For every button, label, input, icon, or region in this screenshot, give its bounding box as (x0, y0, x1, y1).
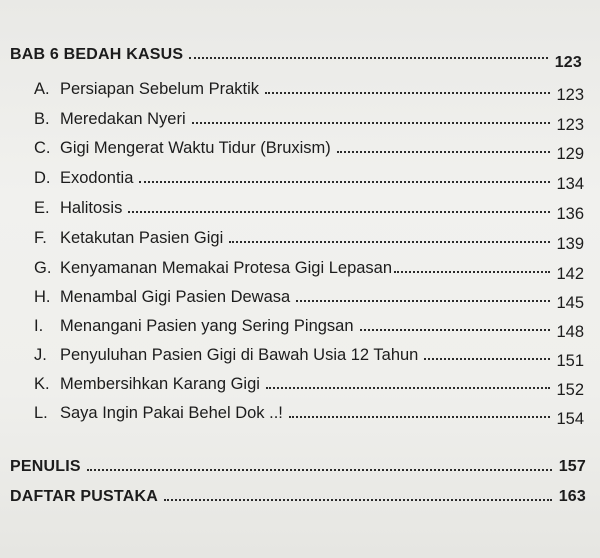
dot-leader (139, 181, 550, 183)
item-letter: B. (34, 110, 50, 128)
item-title: Penyuluhan Pasien Gigi di Bawah Usia 12 Tahun (60, 346, 419, 364)
item-page-number: 154 (556, 410, 584, 428)
item-page-number: 123 (556, 86, 584, 104)
chapter-title: BAB 6 BEDAH KASUS (10, 46, 184, 63)
toc-item-k (34, 372, 584, 399)
dot-leader (265, 92, 550, 94)
dot-leader (266, 387, 550, 389)
item-title: Persiapan Sebelum Praktik (60, 80, 260, 98)
item-title: Kenyamanan Memakai Protesa Gigi Lepasan (60, 259, 393, 277)
dot-leader (394, 271, 550, 273)
toc-daftar-pustaka-row (10, 484, 586, 506)
item-page-number: 134 (556, 175, 584, 193)
item-page-number: 148 (556, 323, 584, 341)
dot-leader (337, 151, 550, 153)
item-page-number: 139 (556, 235, 584, 253)
toc-item-f (34, 226, 584, 253)
toc-item-l (34, 401, 584, 428)
toc-item-d (34, 166, 584, 193)
item-page-number: 136 (556, 205, 584, 223)
toc-item-i (34, 314, 584, 341)
chapter-page-number: 123 (554, 54, 582, 71)
item-letter: A. (34, 80, 50, 98)
item-title: Menangani Pasien yang Sering Pingsan (60, 317, 354, 335)
item-title: Meredakan Nyeri (60, 110, 186, 128)
dot-leader (164, 499, 552, 501)
item-page-number: 142 (556, 265, 584, 283)
item-letter: C. (34, 139, 51, 157)
item-letter: K. (34, 375, 50, 393)
toc-item-g (34, 256, 584, 283)
item-letter: E. (34, 199, 50, 217)
item-title: Membersihkan Karang Gigi (60, 375, 260, 393)
dot-leader (296, 300, 550, 302)
item-letter: D. (34, 169, 51, 187)
dot-leader (360, 329, 550, 331)
back-matter-title: PENULIS (10, 458, 81, 475)
dot-leader (229, 241, 550, 243)
toc-item-j (34, 343, 584, 370)
toc-item-b (34, 107, 584, 134)
dot-leader (128, 211, 550, 213)
item-page-number: 129 (556, 145, 584, 163)
dot-leader (424, 358, 550, 360)
toc-item-a (34, 77, 584, 104)
item-letter: G. (34, 259, 52, 277)
dot-leader (189, 57, 548, 59)
item-title: Menambal Gigi Pasien Dewasa (60, 288, 291, 306)
item-page-number: 123 (556, 116, 584, 134)
item-title: Exodontia (60, 169, 134, 187)
item-letter: H. (34, 288, 51, 306)
item-letter: F. (34, 229, 47, 247)
item-title: Saya Ingin Pakai Behel Dok ..! (60, 404, 283, 422)
item-page-number: 152 (556, 381, 584, 399)
dot-leader (289, 416, 550, 418)
back-matter-title: DAFTAR PUSTAKA (10, 488, 158, 505)
toc-item-h (34, 285, 584, 312)
item-title: Ketakutan Pasien Gigi (60, 229, 224, 247)
item-letter: L. (34, 404, 48, 422)
dot-leader (87, 469, 552, 471)
item-title: Halitosis (60, 199, 123, 217)
back-matter-page-number: 157 (558, 458, 586, 475)
item-page-number: 145 (556, 294, 584, 312)
item-letter: J. (34, 346, 47, 364)
back-matter-page-number: 163 (558, 488, 586, 505)
dot-leader (192, 122, 550, 124)
toc-penulis-row (10, 454, 586, 476)
toc-chapter-row (10, 42, 582, 71)
item-title: Gigi Mengerat Waktu Tidur (Bruxism) (60, 139, 331, 157)
toc-item-c (34, 136, 584, 163)
item-page-number: 151 (556, 352, 584, 370)
item-letter: I. (34, 317, 44, 335)
toc-item-e (34, 196, 584, 223)
